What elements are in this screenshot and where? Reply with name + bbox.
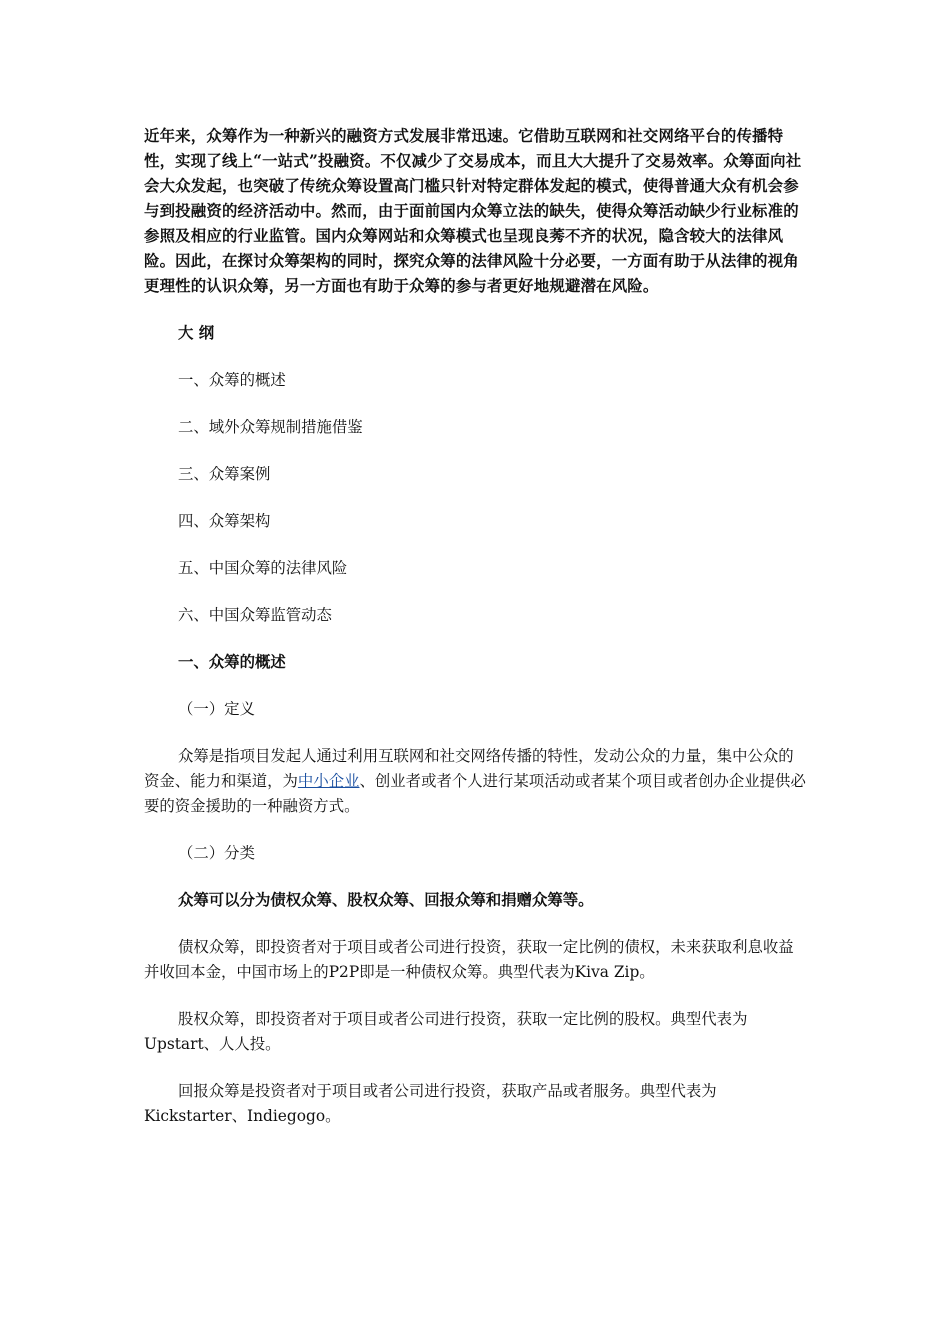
debt-crowdfunding-paragraph: 债权众筹，即投资者对于项目或者公司进行投资，获取一定比例的债权，未来获取利息收益并收回本金，中国市场上的P2P即是一种债权众筹。典型代表为Kiva Zip。: [144, 938, 794, 981]
definition-heading: （一）定义: [178, 700, 255, 718]
definition-text-after: 、创业者或者个人进行某项活动或者某个项目或者创办企业提供必要的资金援助的一种融资方式。: [144, 772, 806, 815]
classification-heading: （二）分类: [178, 844, 255, 862]
equity-crowdfunding-paragraph: 股权众筹，即投资者对于项目或者公司进行投资，获取一定比例的股权。典型代表为Upstart、人人投。: [144, 1010, 748, 1053]
reward-crowdfunding-paragraph: 回报众筹是投资者对于项目或者公司进行投资，获取产品或者服务。典型代表为Kickstarter、Indiegogo。: [144, 1082, 717, 1125]
outline-item-5: 五、中国众筹的法律风险: [178, 559, 348, 577]
sme-link[interactable]: 中小企业: [297, 772, 360, 790]
outline-item-2: 二、域外众筹规制措施借鉴: [178, 418, 363, 436]
intro-paragraph: 近年来，众筹作为一种新兴的融资方式发展非常迅速。它借助互联网和社交网络平台的传播特性，实现了线上“一站式”投融资。不仅减少了交易成本，而且大大提升了交易效率。众筹面向社会大众发起，也突破了传统众筹设置高门槛只针对特定群体发起的模式，使得普通大众有机会参与到投融资的经济活动中。然而，由于面前国内众筹立法的缺失，使得众筹活动缺少行业标准的参照及相应的行业监管。国内众筹网站和众筹模式也呈现良莠不齐的状况，隐含较大的法律风险。因此，在探讨众筹架构的同时，探究众筹的法律风险十分必要，一方面有助于从法律的视角更理性的认识众筹，另一方面也有助于众筹的参与者更好地规避潜在风险。: [144, 127, 802, 295]
outline-item-1: 一、众筹的概述: [178, 371, 286, 389]
outline-item-3: 三、众筹案例: [178, 465, 271, 483]
outline-heading: 大 纲: [178, 324, 215, 342]
definition-paragraph: [144, 744, 808, 819]
outline-item-6: 六、中国众筹监管动态: [178, 606, 332, 624]
definition-text-before: 众筹是指项目发起人通过利用互联网和社交网络传播的特性，发动公众的力量，集中公众的资金、能力和渠道，为: [144, 747, 794, 790]
document-page: [144, 124, 808, 1151]
classification-summary: 众筹可以分为债权众筹、股权众筹、回报众筹和捐赠众筹等。: [178, 891, 594, 909]
outline-item-4: 四、众筹架构: [178, 512, 271, 530]
section-heading: 一、众筹的概述: [178, 653, 286, 671]
